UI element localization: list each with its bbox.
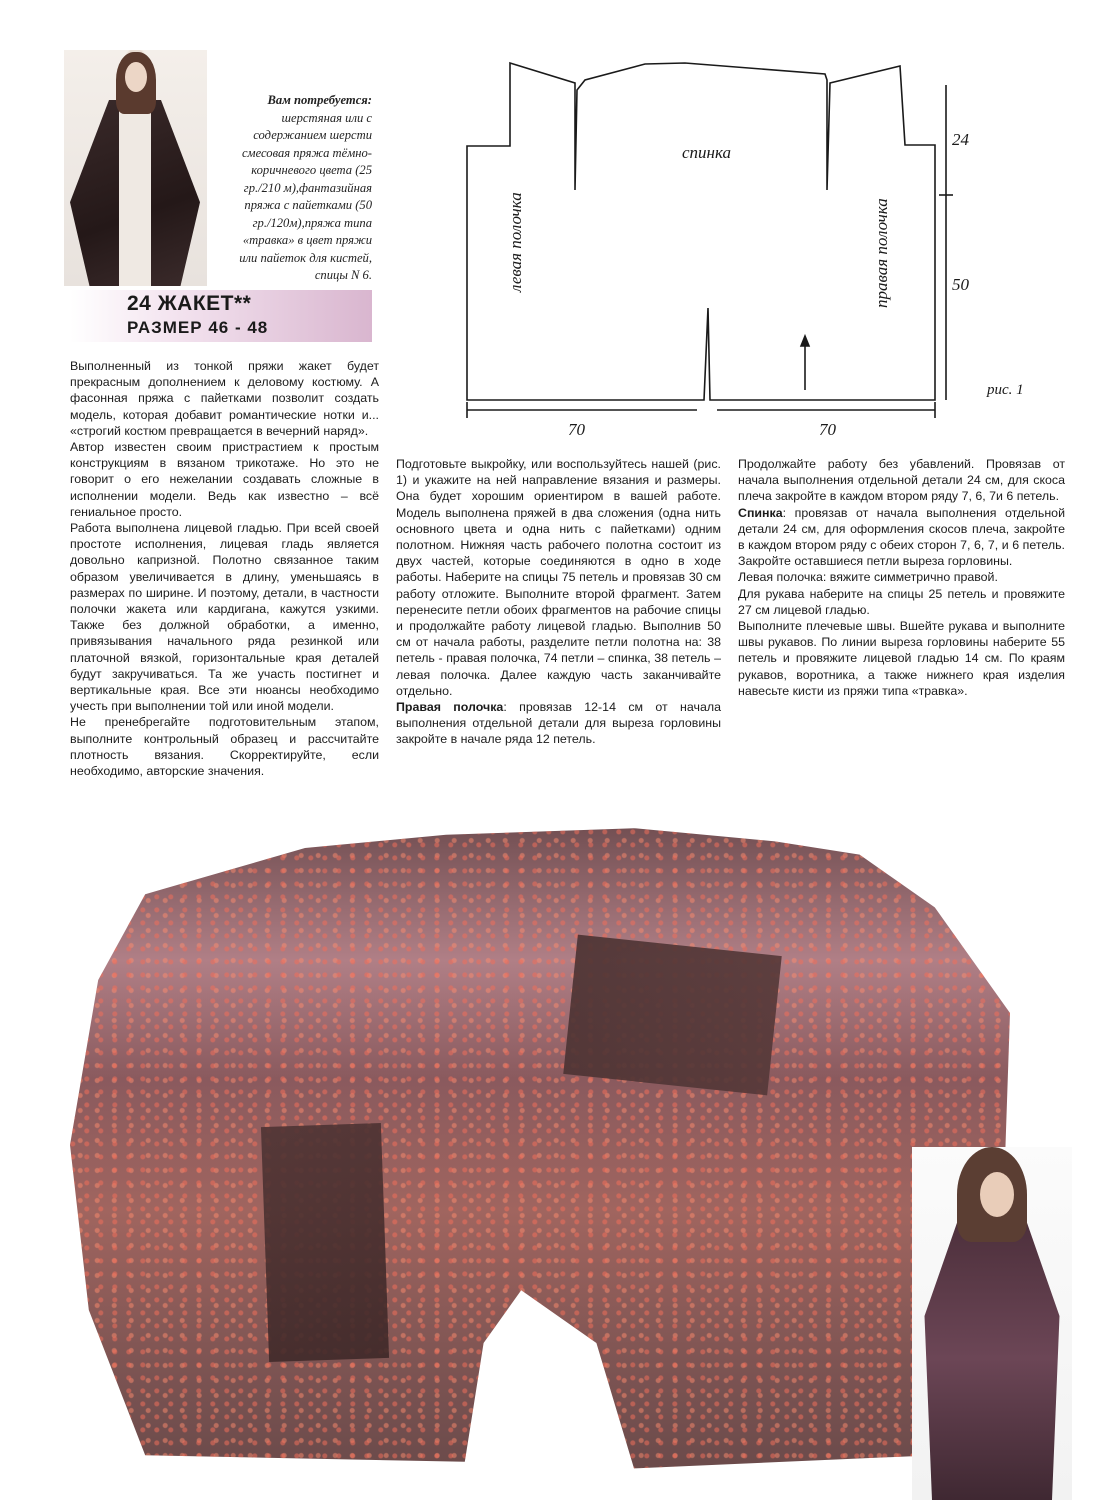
text-column-1 [70, 358, 379, 779]
dim-24: 24 [952, 130, 969, 149]
dim-50: 50 [952, 275, 969, 294]
requirements-line: гр./120м),пряжа типа [252, 215, 372, 230]
paragraph: Выполните плечевые швы. Вшейте рукава и выполните швы рукавов. По линии выреза горловины наберите 55 петель и провяжите лицевой гладью 14 см. По краям рукавов, воротника, а также нижнего края изделия навесьте кисти из пряжи типа «травка». [738, 619, 1065, 698]
model-photo-bottom [912, 1147, 1072, 1500]
requirements-line: содержанием шерсти [253, 128, 372, 142]
label-back: спинка [682, 143, 732, 162]
model-photo-top [64, 50, 207, 286]
paragraph-back [738, 505, 1065, 570]
pattern-diagram [455, 50, 1075, 450]
paragraph: Не пренебрегайте подготовительным этапом, выполните контрольный образец и рассчитайте плотность вязания. Скорректируйте, если необходимо, авторские значения. [70, 715, 379, 779]
requirements-line: гр./210 м),фантазийная [243, 180, 372, 195]
paragraph: Продолжайте работу без убавлений. Провязав от начала выполнения отдельной детали 24 см, для скоса плеча закройте в каждом втором ряду 7, 6, 7и 6 петель. [738, 457, 1065, 504]
label-right-front: правая полочка [872, 198, 891, 308]
label-left-front: левая полочка [506, 192, 525, 292]
right-front-label: Правая полочка [396, 700, 504, 715]
requirements-line: или пайеток для кистей, [239, 250, 372, 265]
paragraph: Подготовьте выкройку, или воспользуйтесь нашей (рис. 1) и укажите на ней направление вязания и размеры. Она будет хорошим ориентиром в вашей работе. Модель выполнена пряжей в два сложения (одна нить основного цвета и одна нить с пайетками) одним полотном. Нижняя часть рабочего полотна состоит из двух частей, которые соединяются в одно в ходе работы. Наберите на спицы 75 петель и провязав 30 см работу отложите. Выполните второй фрагмент. Затем перенесите петли обоих фрагментов на рабочие спицы и продолжайте работу лицевой гладью. Выполнив 50 см от начала работы, разделите петли полотна на: 38 петель - правая полочка, 74 петли – спинка, 38 петель – левая полочка. Далее каждую часть заканчивайте отдельно. [396, 457, 721, 698]
figure-label: рис. 1 [987, 382, 1024, 398]
paragraph-right-front [396, 699, 721, 748]
requirements-heading: Вам потребуется [267, 93, 368, 107]
paragraph: Для рукава наберите на спицы 25 петель и провяжите 27 см лицевой гладью. [738, 586, 1065, 617]
paragraph: Левая полочка: вяжите симметрично правой. [738, 570, 998, 585]
requirements-line: смесовая пряжа тёмно- [241, 145, 372, 160]
text-column-3 [738, 456, 1065, 699]
right-front-text: : провязав 12-14 см от начала выполнения отдельной детали для выреза горловины закройте в начале ряда 12 петель. [396, 700, 721, 747]
requirements-line: пряжа с пайетками (50 [244, 198, 372, 212]
jacket-photo [70, 795, 1010, 1495]
requirements-block: Вам потребуется: шерстяная или с содержанием шерсти смесовая пряжа тёмно- коричневого цвета (25 гр./210 м),фантазийная пряжа с пайетками (50 гр./120м),пряжа типа «травка» в цвет пряжи или пайеток для кистей, спицы N 6. [200, 92, 372, 285]
size-label: РАЗМЕР 46 - 48 [127, 318, 269, 337]
back-label: Спинка [738, 505, 783, 520]
paragraph: Работа выполнена лицевой гладью. При всей своей простоте исполнения, лицевая гладь является довольно капризной. Полотно связанное таким образом увеличивается в длину, уменьшаясь в размерах по ширине. И поэтому, детали, в частности полочки жакета или кардигана, кажутся узкими. Также без должной обработки, а именно, привязывания начального ряда резинкой или платочной вязкой, горизонтальные края деталей будут закручиваться. Та же участь постигнет и вертикальные края. Все эти нюансы необходимо учесть при выполнении той или иной модели. [70, 521, 379, 714]
dim-70-right: 70 [819, 420, 836, 439]
paragraph: Выполненный из тонкой пряжи жакет будет прекрасным дополнением к деловому костюму. А фасонная пряжа с пайетками позволит создать модель, которая добавит романтические нотки и... «строгий костюм превращается в вечерний наряд». [70, 359, 379, 438]
dim-70-left: 70 [568, 420, 585, 439]
requirements-line: шерстяная или с [281, 110, 372, 125]
paragraph: Автор известен своим пристрастием к простым конструкциям в вязаном трикотаже. Но это не говорит о его нежелании создавать сложные в исполнении модели. Ведь как известно – всё гениальное просто. [70, 440, 379, 519]
requirements-line: коричневого цвета (25 [251, 163, 372, 177]
back-text: : провязав от начала выполнения отдельной детали 24 см, для оформления скосов плеча, закройте в каждом втором ряду с обеих сторон 7, 6, 7, и 6 петель. Закройте оставшиеся петли выреза горловины. [738, 505, 1065, 569]
requirements-line: «травка» в цвет пряжи [242, 233, 372, 247]
requirements-line: спицы N 6. [314, 268, 372, 282]
pattern-outline [467, 63, 935, 400]
text-column-2 [396, 456, 721, 748]
page-title: 24 ЖАКЕТ** [127, 292, 252, 315]
